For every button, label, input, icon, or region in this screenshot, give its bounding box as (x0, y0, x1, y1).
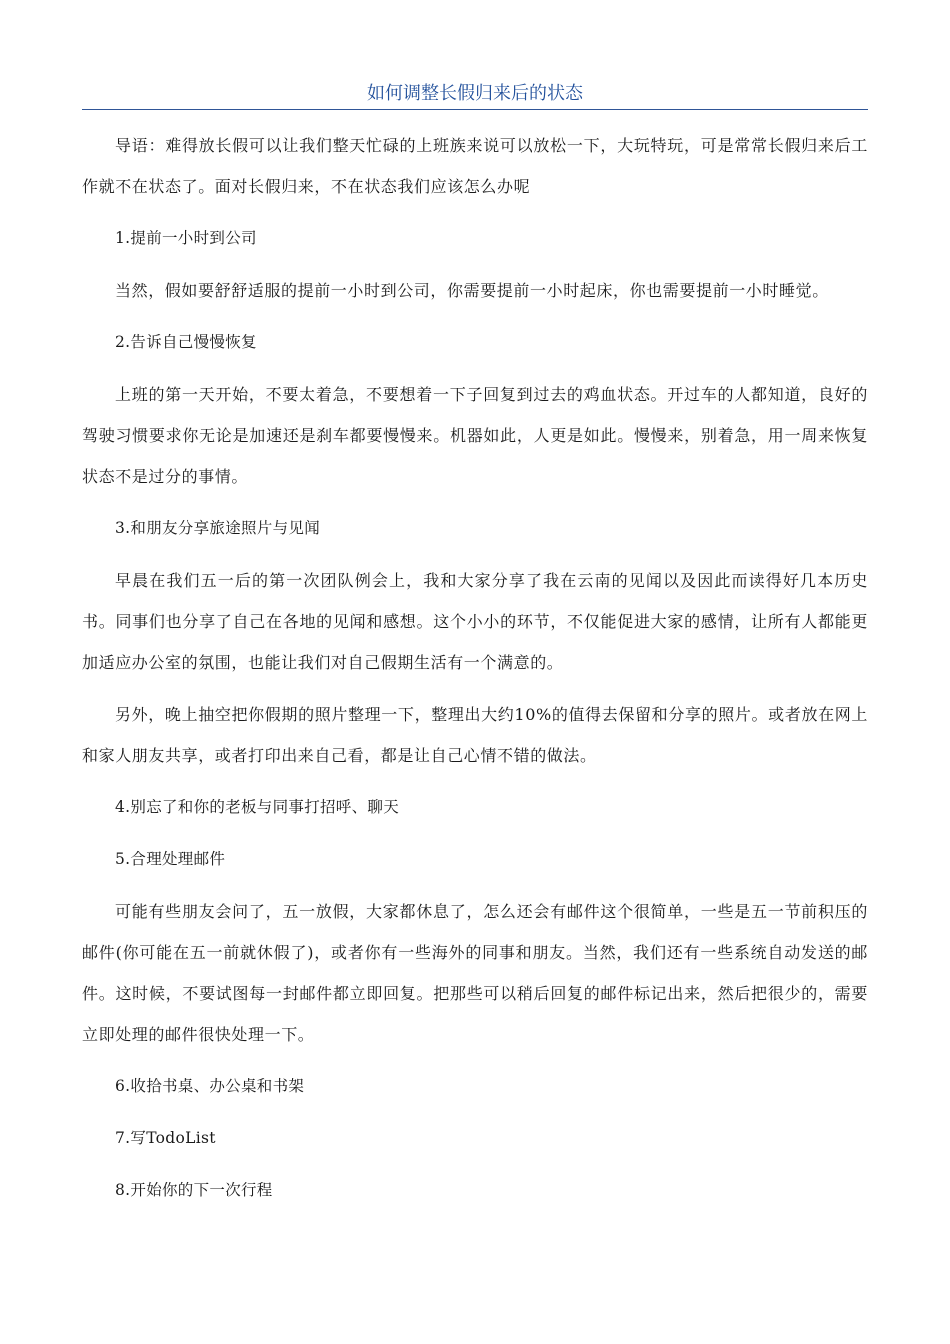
section-5-paragraph: 可能有些朋友会问了，五一放假，大家都休息了，怎么还会有邮件这个很简单，一些是五一节前积压的邮件(你可能在五一前就休假了)，或者你有一些海外的同事和朋友。当然，我们还有一些系统自动发送的邮件。这时候，不要试图每一封邮件都立即回复。把那些可以稍后回复的邮件标记出来，然后把很少的，需要立即处理的邮件很快处理一下。 (82, 902, 868, 1044)
document-body (82, 125, 868, 1211)
section-heading-3: 3.和朋友分享旅途照片与见闻 (115, 519, 320, 537)
section-3-paragraph-2: 另外，晚上抽空把你假期的照片整理一下，整理出大约10%的值得去保留和分享的照片。或者放在网上和家人朋友共享，或者打印出来自己看，都是让自己心情不错的做法。 (82, 705, 868, 765)
intro-paragraph: 导语：难得放长假可以让我们整天忙碌的上班族来说可以放松一下，大玩特玩，可是常常长假归来后工作就不在状态了。面对长假归来，不在状态我们应该怎么办呢 (82, 136, 868, 196)
section-heading-8: 8.开始你的下一次行程 (115, 1181, 273, 1199)
document-title: 如何调整长假归来后的状态 (367, 83, 583, 104)
title-divider (82, 109, 868, 110)
section-2-paragraph: 上班的第一天开始，不要太着急，不要想着一下子回复到过去的鸡血状态。开过车的人都知道，良好的驾驶习惯要求你无论是加速还是刹车都要慢慢来。机器如此，人更是如此。慢慢来，别着急，用一周来恢复状态不是过分的事情。 (82, 385, 868, 486)
section-heading-4: 4.别忘了和你的老板与同事打招呼、聊天 (115, 798, 399, 816)
section-3-paragraph-1: 早晨在我们五一后的第一次团队例会上，我和大家分享了我在云南的见闻以及因此而读得好几本历史书。同事们也分享了自己在各地的见闻和感想。这个小小的环节，不仅能促进大家的感情，让所有人都能更加适应办公室的氛围，也能让我们对自己假期生活有一个满意的。 (82, 571, 868, 672)
section-heading-2: 2.告诉自己慢慢恢复 (115, 333, 257, 351)
section-heading-1: 1.提前一小时到公司 (115, 229, 257, 247)
section-1-paragraph: 当然，假如要舒舒适服的提前一小时到公司，你需要提前一小时起床，你也需要提前一小时睡觉。 (115, 281, 829, 300)
section-heading-7: 7.写TodoList (115, 1129, 216, 1147)
section-heading-5: 5.合理处理邮件 (115, 850, 226, 868)
section-heading-6: 6.收拾书桌、办公桌和书架 (115, 1077, 305, 1095)
document-page (82, 0, 868, 1222)
